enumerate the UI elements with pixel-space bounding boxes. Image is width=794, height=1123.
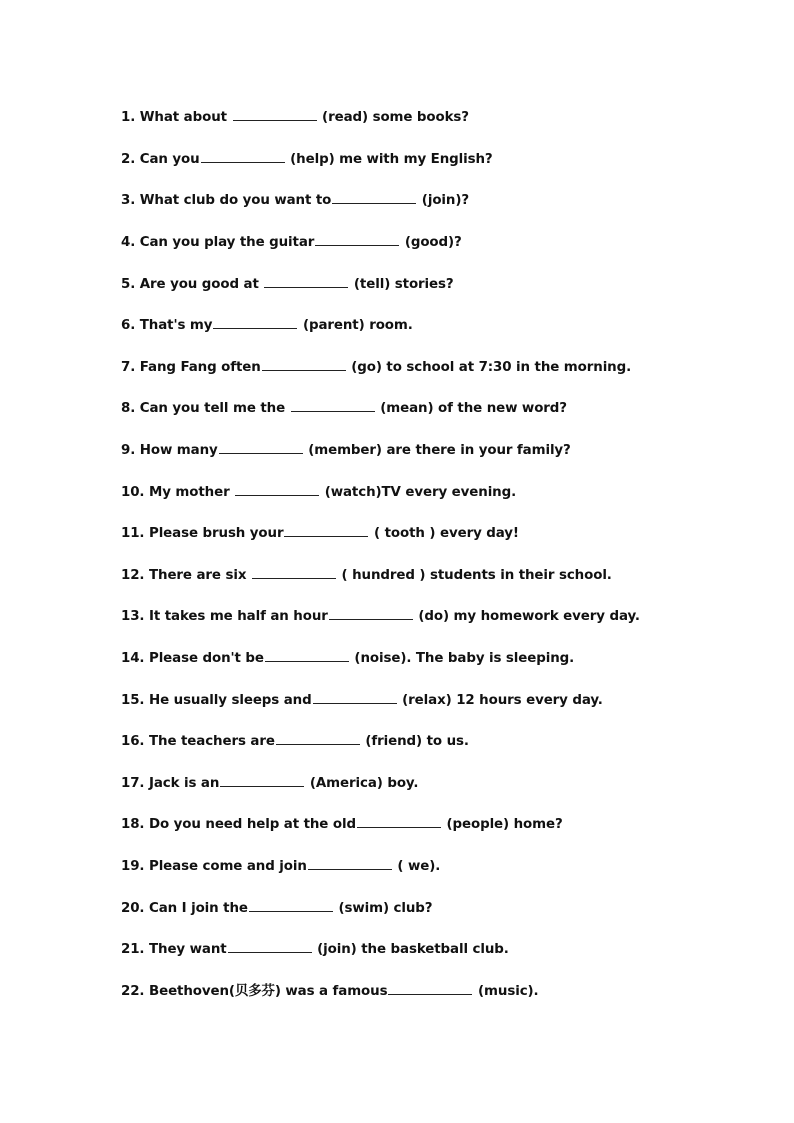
question-14-text-before: 14. Please don't be (121, 651, 264, 666)
question-3 (121, 191, 469, 210)
question-22-text-before: 22. Beethoven(贝多芬) was a famous (121, 984, 388, 999)
answer-blank-7[interactable] (262, 358, 346, 371)
question-1-text-before: 1. What about (121, 110, 232, 125)
question-9-text-before: 9. How many (121, 443, 218, 458)
question-17-text-before: 17. Jack is an (121, 776, 220, 791)
question-14-text-after: (noise). The baby is sleeping. (349, 651, 575, 666)
question-12-text-before: 12. There are six (121, 568, 251, 583)
answer-blank-14[interactable] (265, 649, 349, 662)
question-20 (121, 899, 432, 918)
question-14 (121, 649, 574, 668)
question-7-text-after: (go) to school at 7:30 in the morning. (346, 360, 632, 375)
answer-blank-5[interactable] (264, 275, 348, 288)
question-15-text-after: (relax) 12 hours every day. (397, 693, 603, 708)
question-20-text-before: 20. Can I join the (121, 901, 248, 916)
answer-blank-21[interactable] (228, 940, 312, 953)
question-5 (121, 275, 454, 294)
answer-blank-8[interactable] (291, 399, 375, 412)
answer-blank-18[interactable] (357, 815, 441, 828)
question-13-text-after: (do) my homework every day. (413, 609, 640, 624)
question-4-text-before: 4. Can you play the guitar (121, 235, 315, 250)
question-3-text-before: 3. What club do you want to (121, 193, 332, 208)
question-18-text-before: 18. Do you need help at the old (121, 817, 356, 832)
question-15-text-before: 15. He usually sleeps and (121, 693, 312, 708)
answer-blank-19[interactable] (308, 857, 392, 870)
answer-blank-15[interactable] (313, 691, 397, 704)
answer-blank-6[interactable] (213, 316, 297, 329)
question-8 (121, 399, 567, 418)
question-18-text-after: (people) home? (441, 817, 563, 832)
question-16-text-before: 16. The teachers are (121, 734, 275, 749)
answer-blank-1[interactable] (233, 108, 317, 121)
question-19 (121, 857, 440, 876)
answer-blank-4[interactable] (315, 233, 399, 246)
answer-blank-3[interactable] (332, 191, 416, 204)
answer-blank-2[interactable] (201, 150, 285, 163)
question-19-text-before: 19. Please come and join (121, 859, 307, 874)
question-9 (121, 441, 571, 460)
question-13-text-before: 13. It takes me half an hour (121, 609, 328, 624)
question-7 (121, 358, 631, 377)
question-2-text-before: 2. Can you (121, 152, 200, 167)
question-8-text-before: 8. Can you tell me the (121, 401, 290, 416)
question-16 (121, 732, 469, 751)
question-8-text-after: (mean) of the new word? (375, 401, 567, 416)
question-15 (121, 691, 603, 710)
question-12 (121, 566, 612, 585)
question-17-text-after: (America) boy. (305, 776, 419, 791)
question-17 (121, 774, 418, 793)
question-13 (121, 607, 640, 626)
question-11-text-before: 11. Please brush your (121, 526, 284, 541)
question-2-text-after: (help) me with my English? (285, 152, 493, 167)
question-1 (121, 108, 469, 127)
answer-blank-11[interactable] (284, 524, 368, 537)
question-10-text-before: 10. My mother (121, 485, 235, 500)
answer-blank-22[interactable] (388, 982, 472, 995)
answer-blank-13[interactable] (329, 607, 413, 620)
question-22 (121, 982, 539, 1001)
question-18 (121, 815, 563, 834)
question-21-text-after: (join) the basketball club. (312, 942, 509, 957)
question-1-text-after: (read) some books? (317, 110, 469, 125)
question-10-text-after: (watch)TV every evening. (320, 485, 517, 500)
answer-blank-17[interactable] (220, 774, 304, 787)
question-6 (121, 316, 413, 335)
question-16-text-after: (friend) to us. (360, 734, 469, 749)
question-22-text-after: (music). (473, 984, 539, 999)
question-2 (121, 150, 493, 169)
question-5-text-after: (tell) stories? (349, 277, 454, 292)
answer-blank-9[interactable] (219, 441, 303, 454)
question-19-text-after: ( we). (392, 859, 441, 874)
answer-blank-20[interactable] (249, 899, 333, 912)
question-21-text-before: 21. They want (121, 942, 227, 957)
question-11-text-after: ( tooth ) every day! (369, 526, 519, 541)
question-10 (121, 483, 516, 502)
question-3-text-after: (join)? (417, 193, 470, 208)
question-7-text-before: 7. Fang Fang often (121, 360, 261, 375)
question-4-text-after: (good)? (400, 235, 462, 250)
question-6-text-before: 6. That's my (121, 318, 213, 333)
answer-blank-12[interactable] (252, 566, 336, 579)
question-6-text-after: (parent) room. (298, 318, 413, 333)
question-12-text-after: ( hundred ) students in their school. (336, 568, 612, 583)
question-4 (121, 233, 462, 252)
answer-blank-10[interactable] (235, 483, 319, 496)
answer-blank-16[interactable] (276, 732, 360, 745)
question-20-text-after: (swim) club? (333, 901, 433, 916)
question-9-text-after: (member) are there in your family? (303, 443, 571, 458)
question-11 (121, 524, 519, 543)
question-5-text-before: 5. Are you good at (121, 277, 264, 292)
question-21 (121, 940, 509, 959)
